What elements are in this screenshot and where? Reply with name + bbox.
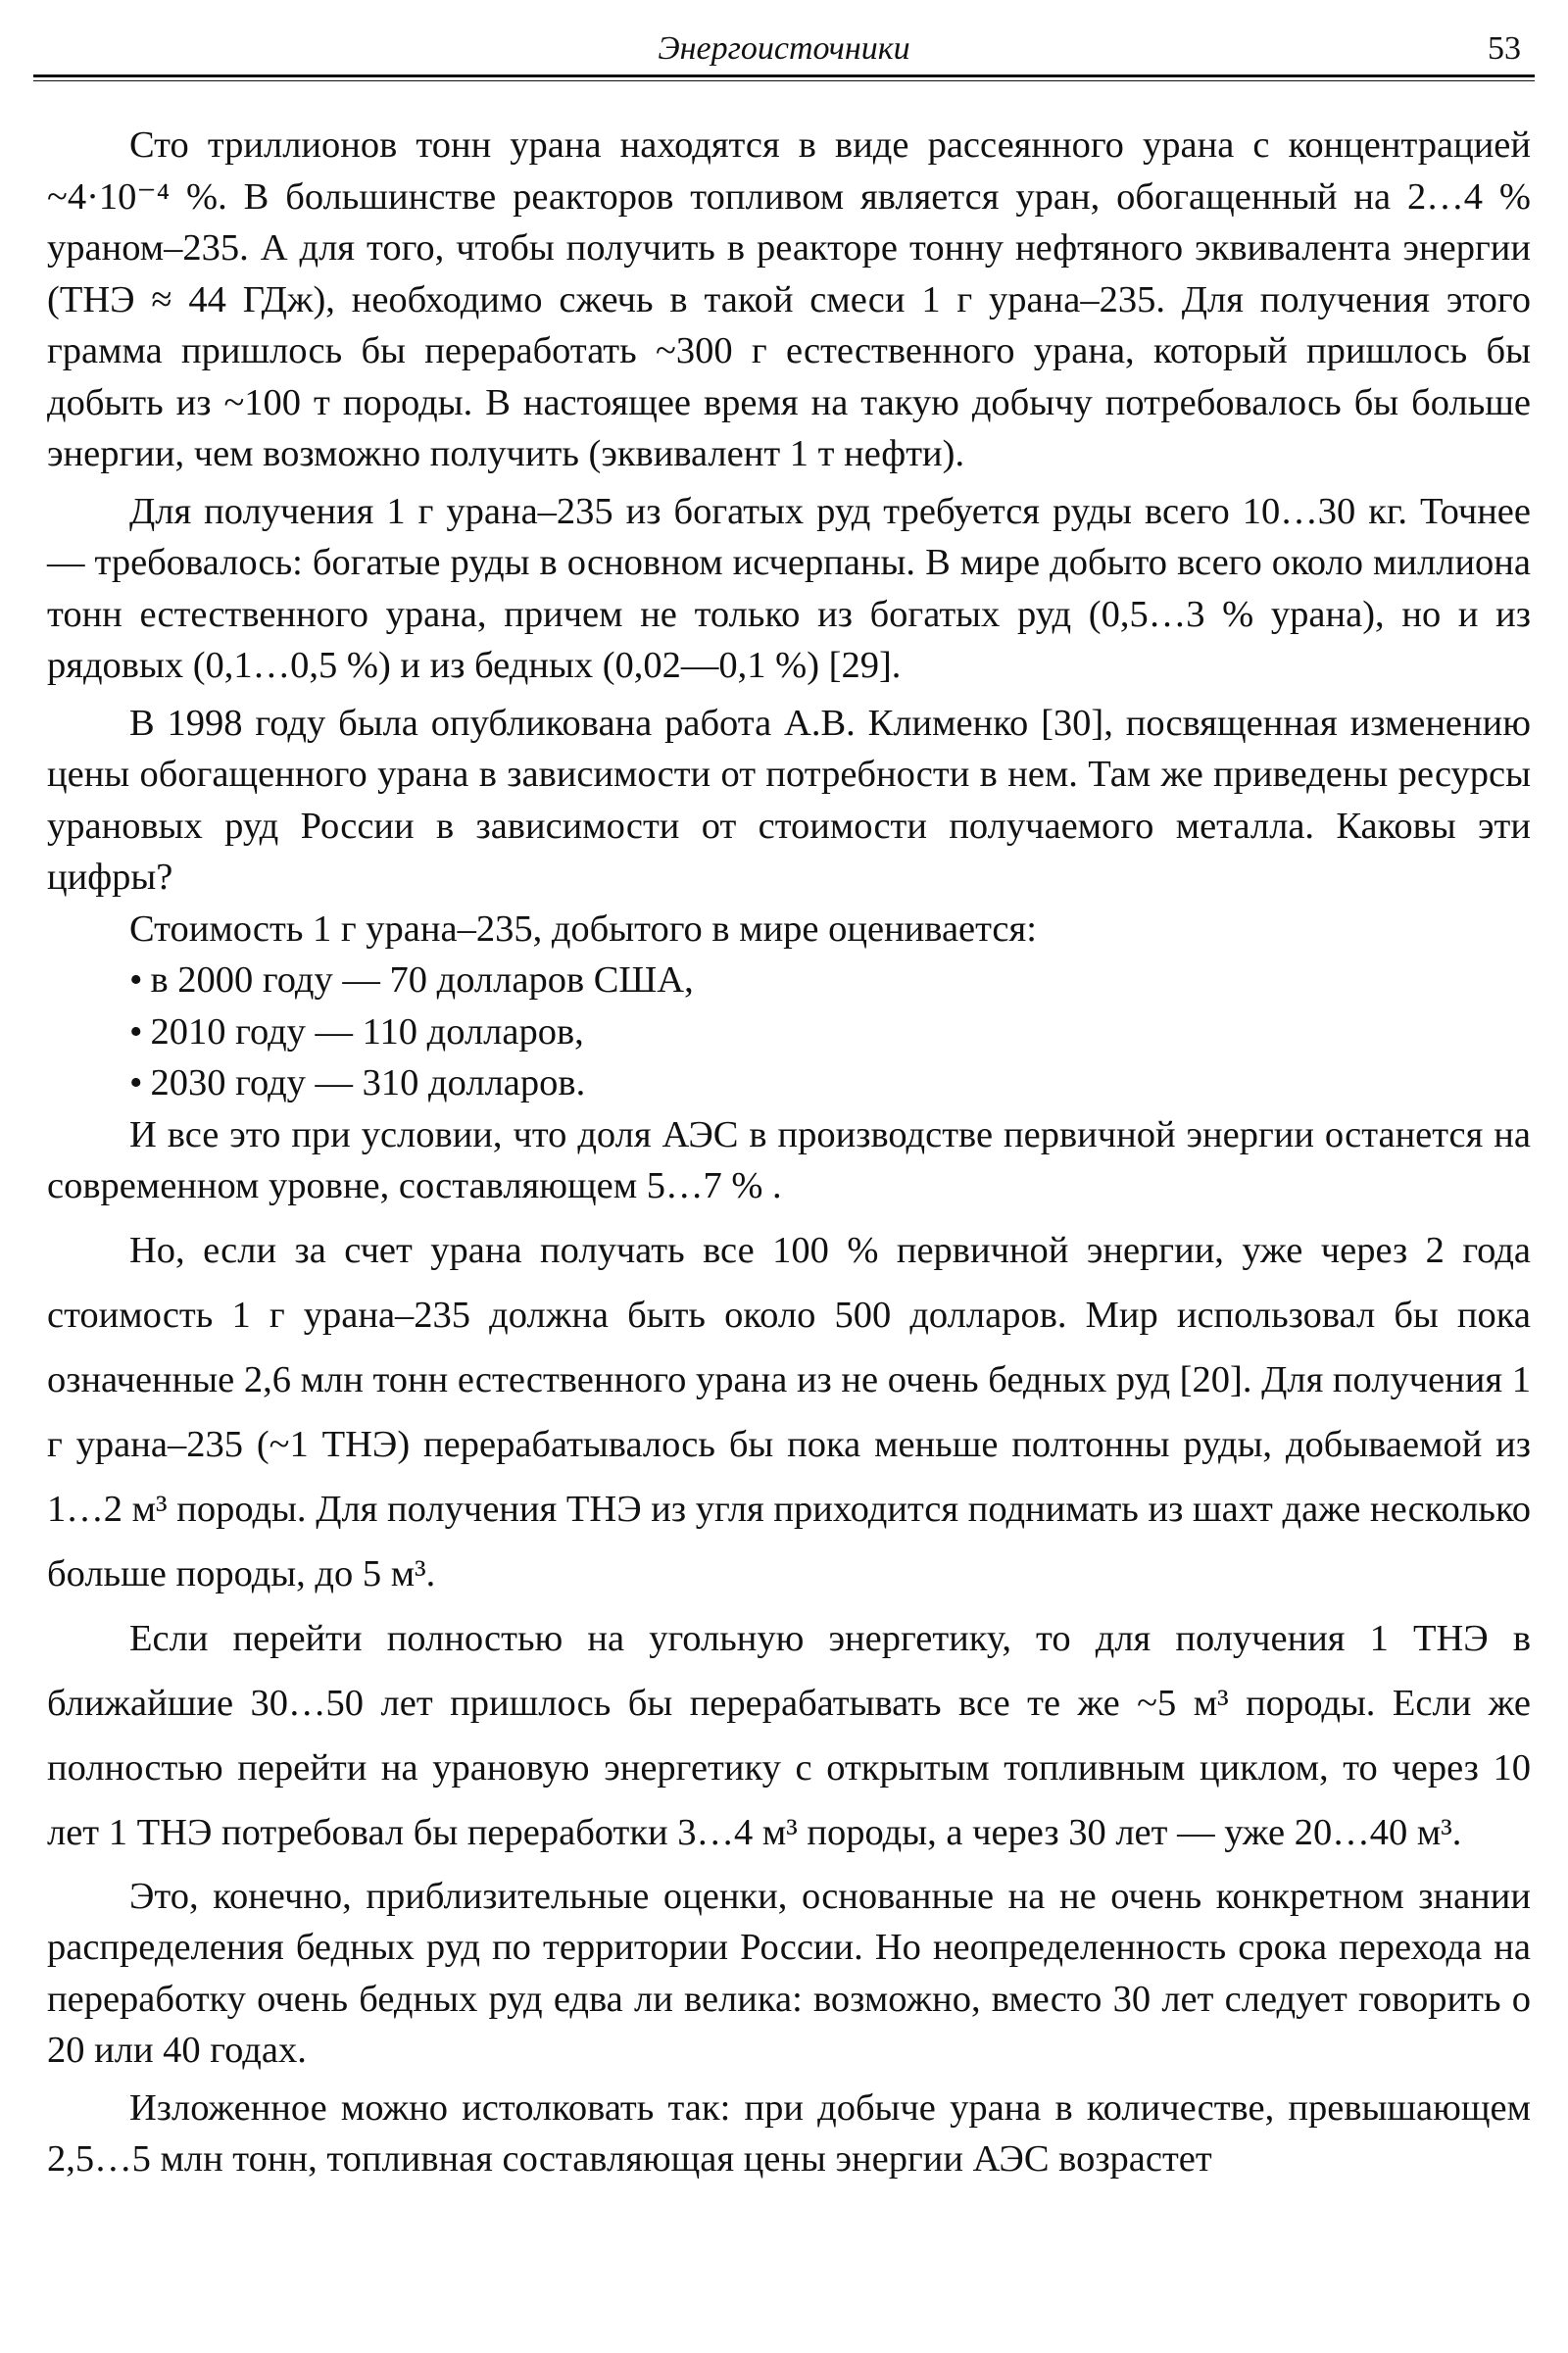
header-rule-thin (33, 80, 1535, 81)
paragraph: Изложенное можно истолковать так: при добыче урана в количестве, превышающем 2,5…5 млн тонн, топливная составляющая цены энергии АЭС возрастет (47, 2086, 1531, 2180)
page-number: 53 (1488, 30, 1521, 67)
list-item: • 2010 году — 110 долларов, (47, 1006, 1531, 1058)
cost-list (47, 955, 1531, 1109)
list-item: • в 2000 году — 70 долларов США, (47, 955, 1531, 1006)
paragraph: Но, если за счет урана получать все 100 % первичной энергии, уже через 2 года стоимость 1 г урана–235 должна быть около 500 долларов. Мир использовал бы пока означенные 2,6 млн тонн естественного урана из не очень бедных руд [20]. Для получения 1 г урана–235 (~1 ТНЭ) перерабатывалось бы пока меньше полтонны руды, добываемой из 1…2 м³ породы. Для получения ТНЭ из угля приходится поднимать из шахт даже несколько больше породы, до 5 м³. (47, 1229, 1531, 1594)
paragraph: Сто триллионов тонн урана находятся в виде рассеянного урана с концентрацией ~4·10⁻⁴ %. В большинстве реакторов топливом является уран, обогащенный на 2…4 % ураном–235. А для того, чтобы получить в реакторе тонну нефтяного эквивалента энергии (ТНЭ ≈ 44 ГДж), необходимо сжечь в такой смеси 1 г урана–235. Для получения этого грамма пришлось бы переработать ~300 г естественного урана, который пришлось бы добыть из ~100 т породы. В настоящее время на такую добычу потребовалось бы больше энергии, чем возможно получить (эквивалент 1 т нефти). (47, 124, 1531, 474)
header-rule (33, 74, 1535, 77)
paragraph: И все это при условии, что доля АЭС в производстве первичной энергии останется на современном уровне, составляющем 5…7 % . (47, 1113, 1531, 1206)
running-header (33, 27, 1535, 74)
paragraph: Для получения 1 г урана–235 из богатых руд требуется руды всего 10…30 кг. Точнее — требовалось: богатые руды в основном исчерпаны. В мире добыто всего около миллиона тонн естественного урана, причем не только из богатых руд (0,5…3 % урана), но и из рядовых (0,1…0,5 %) и из бедных (0,02—0,1 %) [29]. (47, 490, 1531, 686)
list-item: • 2030 году — 310 долларов. (47, 1057, 1531, 1109)
paragraph: В 1998 году была опубликована работа А.В. Клименко [30], посвященная изменению цены обогащенного урана в зависимости от потребности в нем. Там же приведены ресурсы урановых руд России в зависимости от стоимости получаемого металла. Каковы эти цифры? (47, 702, 1531, 898)
body-text (47, 120, 1531, 2185)
paragraph: Это, конечно, приблизительные оценки, основанные на не очень конкретном знании распределения бедных руд по территории России. Но неопределенность срока перехода на переработку очень бедных руд едва ли велика: возможно, вместо 30 лет следует говорить о 20 или 40 годах. (47, 1875, 1531, 2071)
running-title: Энергоисточники (658, 30, 910, 67)
paragraph: Стоимость 1 г урана–235, добытого в мире оценивается: (129, 907, 1037, 950)
paragraph: Если перейти полностью на угольную энергетику, то для получения 1 ТНЭ в ближайшие 30…50 лет пришлось бы перерабатывать все те же ~5 м³ породы. Если же полностью перейти на урановую энергетику с открытым топливным циклом, то через 10 лет 1 ТНЭ потребовал бы переработки 3…4 м³ породы, а через 30 лет — уже 20…40 м³. (47, 1617, 1531, 1853)
